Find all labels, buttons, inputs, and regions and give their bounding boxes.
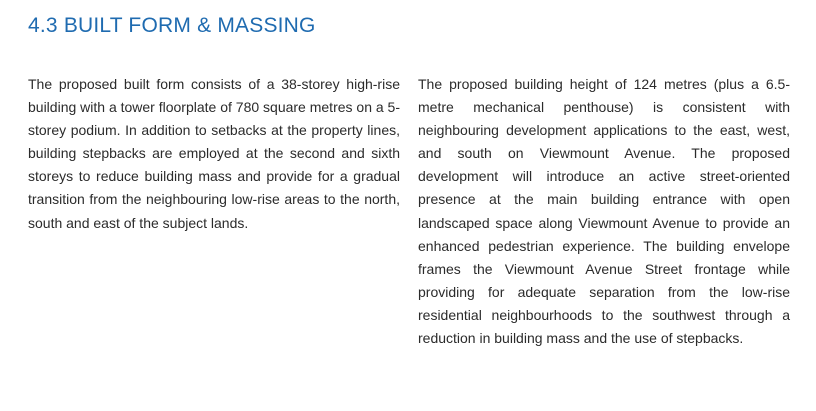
section-heading: 4.3 BUILT FORM & MASSING — [28, 14, 316, 37]
body-paragraph-right: The proposed building height of 124 metres (plus a 6.5-metre mechanical penthouse) is consistent with neighbouring development applications to the east, west, and south on Viewmount Avenue. The proposed development will introduce an active street-oriented presence at the main building entrance with open landscaped space along Viewmount Avenue to provide an enhanced pedestrian experience. The building envelope frames the Viewmount Avenue Street frontage while providing for adequate separation from the low-rise residential neighbourhoods to the southwest through a reduction in building mass and the use of stepbacks. — [418, 76, 790, 347]
body-paragraph-left: The proposed built form consists of a 38-storey high-rise building with a tower floorplate of 780 square metres on a 5-storey podium. In addition to setbacks at the property lines, building stepbacks are employed at the second and sixth storeys to reduce building mass and provide for a gradual transition from the neighbouring low-rise areas to the north, south and east of the subject lands. — [28, 76, 400, 231]
